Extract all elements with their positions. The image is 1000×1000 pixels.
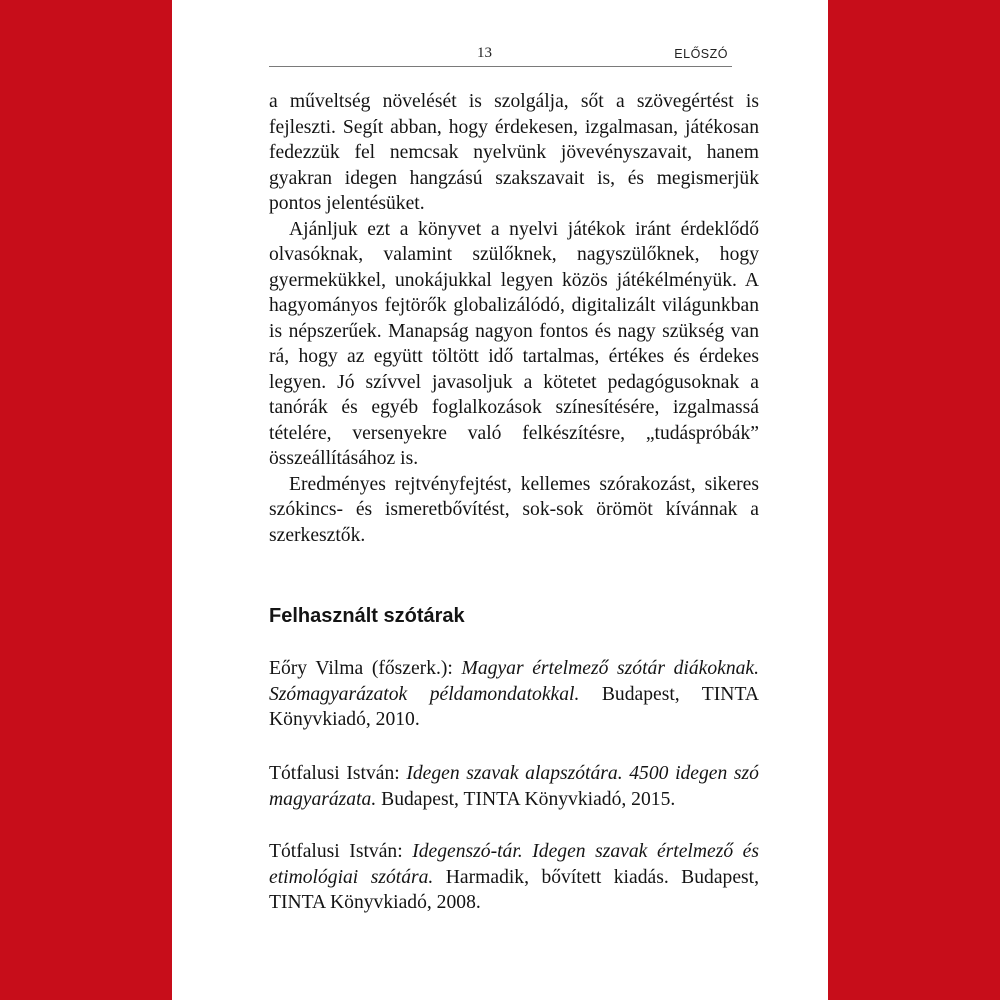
reference-publisher: Budapest, TINTA Könyvkiadó, 2010. [269,683,759,730]
reference-entry [269,761,759,812]
reference-title: Idegen szavak alapszótára. 4500 idegen szó magyarázata. [269,763,759,810]
reference-author: Tótfalusi István: [269,841,413,862]
reference-publisher: Budapest, TINTA Könyvkiadó, 2015. [376,788,676,810]
preface-paragraph-1: a műveltség növelését is szolgálja, sőt a szövegértést is fejleszti. Segít abban, hogy érdekesen, izgalmasan, játékosan fedezzük fel nemcsak nyelvünk jövevényszavait, hanem gyakran idegen hangzású szakszavait is, és megismerjük pontos jelentésüket. [269,91,759,214]
reference-publisher: Harmadik, bővített kiadás. Budapest, TINTA Könyvkiadó, 2008. [269,866,759,913]
reference-author: Eőry Vilma (főszerk.): [269,658,462,679]
reference-author: Tótfalusi István: [269,763,407,784]
page-number: 13 [477,45,492,61]
running-header [269,44,732,67]
preface-paragraph-3: Eredményes rejtvényfejtést, kellemes szórakozást, sikeres szókincs- és ismeretbővítést, sok-sok örömöt kívánnak a szerkesztők. [269,473,759,546]
reference-entry [269,839,759,916]
section-title: ELŐSZÓ [674,47,728,61]
reference-entry [269,656,759,733]
reference-title: Magyar értelmező szótár diákoknak. Szómagyarázatok példamondatokkal. [269,658,760,705]
preface-text [269,89,759,548]
references-heading: Felhasznált szótárak [269,605,465,627]
preface-paragraph-2: Ajánljuk ezt a könyvet a nyelvi játékok iránt érdeklődő olvasóknak, valamint szülőknek, nagyszülőknek, hogy gyermekükkel, unokájukkal legyen közös játékélményük. A hagyományos fejtörők globalizálódó, digitalizált világunkban is népszerűek. Manapság nagyon fontos és nagy szükség van rá, hogy az együtt töltött idő tartalmas, értékes és érdekes legyen. Jó szívvel javasoljuk a kötetet pedagógusoknak a tanórák és egyéb foglalkozások színesítésére, izgalmassá tételére, versenyekre való felkészítésre, „tudáspróbák” összeállításához is. [269,218,759,469]
book-page [172,0,828,1000]
reference-title: Idegenszó-tár. Idegen szavak értelmező és etimológiai szótára. [269,841,760,888]
